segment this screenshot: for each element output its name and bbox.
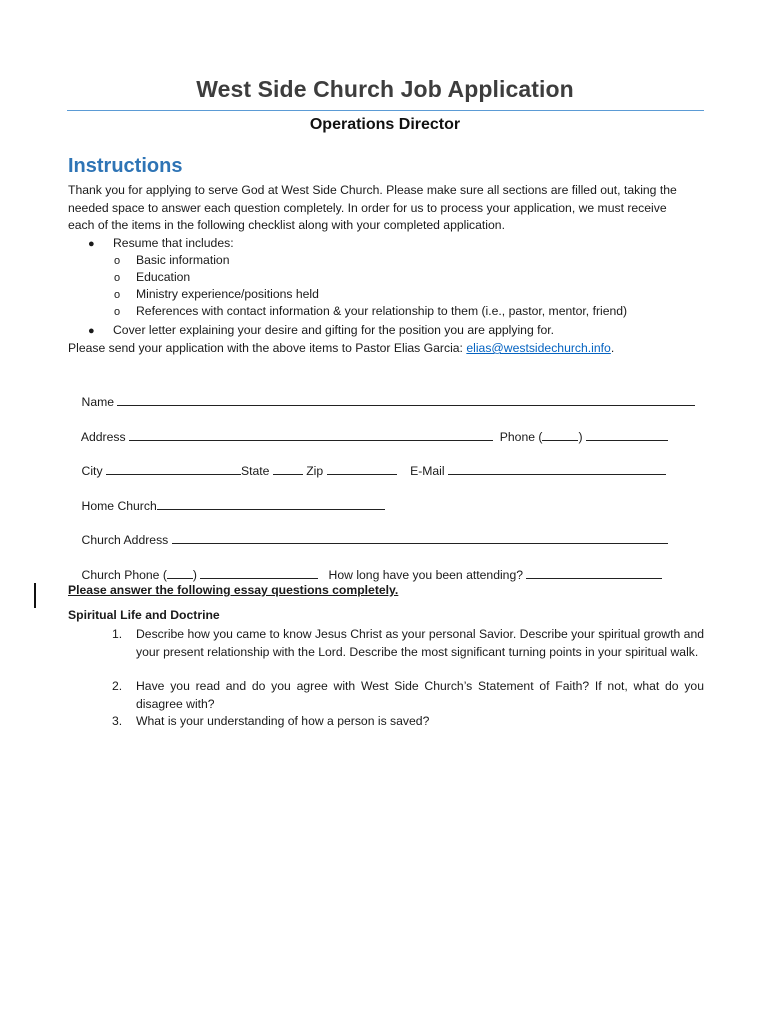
checklist-label: Cover letter explaining your desire and gifting for the position you are applying for. (113, 323, 555, 337)
position-subtitle: Operations Director (309, 116, 461, 133)
address-field[interactable] (129, 428, 493, 441)
phone-number-field[interactable] (586, 428, 668, 441)
checklist-label: Resume that includes: (113, 236, 234, 250)
instructions-intro (68, 182, 708, 235)
home-church-label: Home Church (81, 498, 157, 513)
church-address-field[interactable] (172, 531, 668, 544)
church-phone-number-field[interactable] (200, 566, 318, 579)
intro-line: Thank you for applying to serve God at West Side Church. Please make sure all sections are filled out, taking the (68, 183, 677, 197)
checklist-subitem (114, 252, 229, 271)
intro-line: needed space to answer each question completely. In order for us to process your application, we must receive (68, 200, 667, 215)
state-label: State (240, 463, 270, 478)
zip-label: Zip (306, 463, 324, 478)
checklist-item-cover-letter (88, 322, 554, 341)
open-circle-bullet-icon: o (114, 272, 121, 284)
send-text: Please send your application with the above items to Pastor Elias Garcia: (68, 341, 463, 355)
question-number: 1. (112, 627, 123, 641)
church-phone-label: Church Phone ( (81, 567, 167, 582)
open-circle-bullet-icon: o (114, 306, 121, 318)
text-cursor (34, 583, 36, 608)
question-number: 2. (112, 679, 123, 693)
open-circle-bullet-icon: o (114, 255, 121, 267)
essay-question (112, 713, 704, 731)
instructions-heading: Instructions (68, 155, 183, 177)
checklist-subitem (114, 286, 319, 305)
name-field[interactable] (117, 393, 695, 406)
phone-close: ) (578, 429, 583, 444)
home-church-field[interactable] (157, 497, 385, 510)
question-text: Describe how you came to know Jesus Christ as your personal Savior. Describe your spiritual growth and your present relationship with the Lord. Describe the most significant turning points in your spiritual walk. (136, 627, 704, 659)
essay-question (112, 678, 704, 713)
email-field[interactable] (448, 462, 666, 475)
question-number: 3. (112, 714, 123, 728)
checklist-subitem (114, 269, 190, 288)
essay-section-title: Spiritual Life and Doctrine (68, 608, 220, 622)
send-instructions (68, 340, 614, 358)
church-phone-area-code-field[interactable] (167, 566, 193, 579)
essay-question (112, 626, 704, 661)
send-end: . (610, 341, 615, 355)
essay-instructions: Please answer the following essay questions completely. (68, 583, 399, 597)
city-label: City (81, 463, 103, 478)
zip-field[interactable] (327, 462, 397, 475)
attending-duration-field[interactable] (526, 566, 662, 579)
email-link[interactable]: elias@westsidechurch.info (466, 341, 611, 355)
checklist-subitem (114, 303, 627, 322)
open-circle-bullet-icon: o (114, 289, 121, 301)
city-field[interactable] (106, 462, 241, 475)
question-text: What is your understanding of how a person is saved? (136, 714, 430, 728)
intro-line: each of the items in the following checklist along with your completed application. (68, 218, 505, 232)
checklist-sublabel: References with contact information & your relationship to them (i.e., pastor, mentor, friend) (136, 304, 628, 318)
checklist-sublabel: Ministry experience/positions held (136, 287, 319, 301)
page-title: West Side Church Job Application (196, 76, 574, 102)
attending-label: How long have you been attending? (328, 567, 524, 582)
title-divider (67, 110, 704, 111)
question-text: Have you read and do you agree with West Side Church’s Statement of Faith? If not, what do you disagree with? (136, 679, 704, 711)
email-label: E-Mail (410, 463, 445, 478)
phone-area-code-field[interactable] (542, 428, 578, 441)
name-label: Name (81, 394, 115, 409)
phone-label: Phone ( (499, 429, 543, 444)
filled-circle-bullet-icon: ● (88, 238, 95, 250)
checklist-item-resume (88, 235, 234, 254)
church-address-label: Church Address (81, 532, 169, 547)
church-phone-close: ) (192, 567, 197, 582)
filled-circle-bullet-icon: ● (88, 325, 95, 337)
checklist-sublabel: Basic information (136, 253, 230, 267)
checklist-sublabel: Education (136, 270, 191, 284)
address-label: Address (80, 429, 126, 444)
state-field[interactable] (273, 462, 303, 475)
